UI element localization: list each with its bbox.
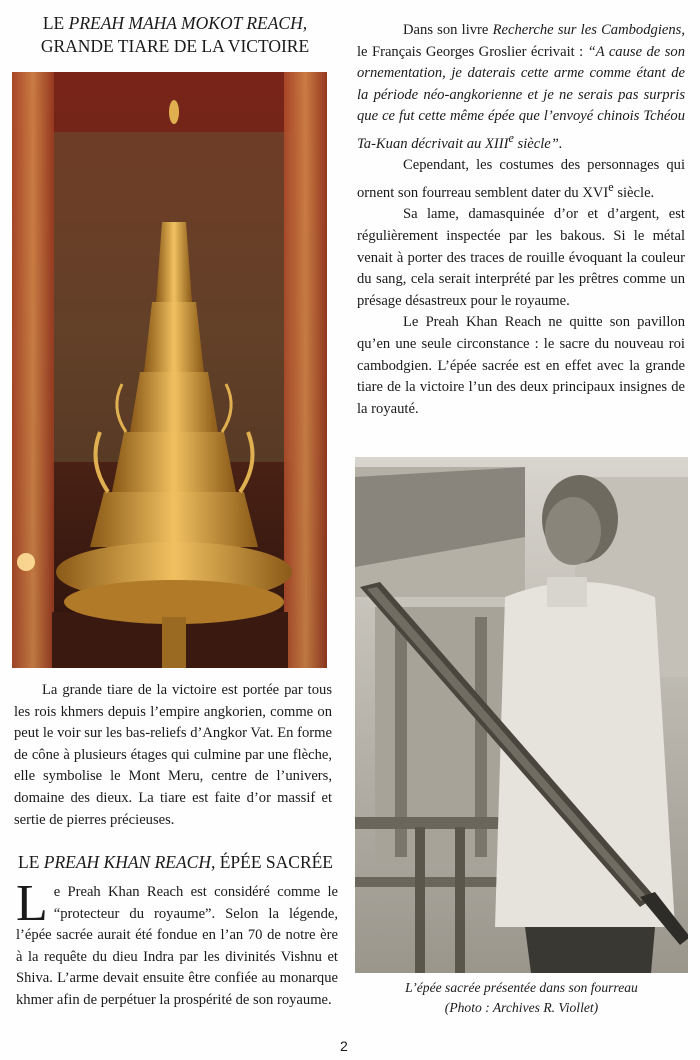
right-p2-end: siècle. xyxy=(613,184,655,201)
dropcap: L xyxy=(16,875,48,932)
right-paragraph-4: Le Preah Khan Reach ne quitte son pavillon qu’en une seule circonstance : le sacre du nouveau roi cambodgien. L’épée sacrée est en effet avec la grande tiare de la victoire l’un des deux principaux insignes de la royauté. xyxy=(357,314,685,417)
sword-illustration xyxy=(355,457,688,973)
sword-photo xyxy=(355,457,688,973)
right-p2-sup: e xyxy=(608,180,614,195)
right-p1-sup: e xyxy=(508,130,514,145)
sword-paragraph-block xyxy=(16,875,338,1012)
sword-title-italic: PREAH KHAN REACH, xyxy=(43,852,216,872)
right-paragraph-2 xyxy=(357,155,685,204)
right-paragraph-1 xyxy=(357,20,685,155)
tiara-photo xyxy=(12,72,327,668)
sword-title xyxy=(18,851,340,874)
right-p1-b: , le Français Georges Groslier écrivait : xyxy=(357,22,685,60)
title-italic: PREAH MAHA MOKOT REACH, xyxy=(68,13,308,33)
sword-title-prefix: LE xyxy=(18,852,44,872)
right-p1-quote: “A cause de son ornementation, je daterais cette arme comme étant de la période néo-angkorienne et je ne serais pas surpris que ce fut cette même épée que l’envoyé chinois Tchéou Ta-Kuan décrivait au XIII xyxy=(357,43,685,152)
right-p1-book: Recherche sur les Cambodgiens xyxy=(492,22,682,38)
photo-caption: L’épée sacrée présentée dans son fourreau xyxy=(405,980,638,995)
sword-title-suffix: ÉPÉE SACRÉE xyxy=(215,852,333,872)
photo-caption-block xyxy=(355,978,688,1018)
tiara-title xyxy=(14,12,336,58)
tiara-illustration xyxy=(12,72,327,668)
title-prefix: LE xyxy=(42,13,69,33)
right-p1-quote-end: siècle”. xyxy=(513,135,563,152)
right-p2: Cependant, les costumes des personnages qui ornent son fourreau semblent dater du XVI xyxy=(357,157,685,201)
tiara-paragraph: La grande tiare de la victoire est portée par tous les rois khmers depuis l’empire angkorien, comme on peut le voir sur les bas-reliefs d’Angkor Vat. En forme de cône à plusieurs étages qui culmine par une flèche, elle symbolise le Mont Meru, centre de l’univers, domaine des dieux. La tiare est faite d’or massif et sertie de pierres précieuses. xyxy=(14,682,332,828)
right-paragraph-3: Sa lame, damasquinée d’or et d’argent, est régulièrement inspectée par les bakous. Si le métal venait à porter des traces de rouille évoquant la couleur du sang, cela serait interprété par les prêtres comme un présage désastreux pour le royaume. xyxy=(357,206,685,309)
title-line2: GRANDE TIARE DE LA VICTOIRE xyxy=(40,36,310,56)
sword-paragraph xyxy=(16,875,338,1012)
photo-credit: (Photo : Archives R. Viollet) xyxy=(444,1000,599,1015)
right-text-block xyxy=(357,20,685,420)
sword-paragraph-text: e Preah Khan Reach est considéré comme le “protecteur du royaume”. Selon la légende, l’épée sacrée aurait été fondue en l’an 70 de notre ère à la requête du dieu Indra par les divinités Vishnu et Shiva. L’arme devait ensuite être confiée au monarque khmer afin de perpétuer la prospérité de son royaume. xyxy=(16,884,338,1008)
right-p1-a: Dans son livre xyxy=(403,22,493,38)
page-number: 2 xyxy=(340,1038,348,1054)
